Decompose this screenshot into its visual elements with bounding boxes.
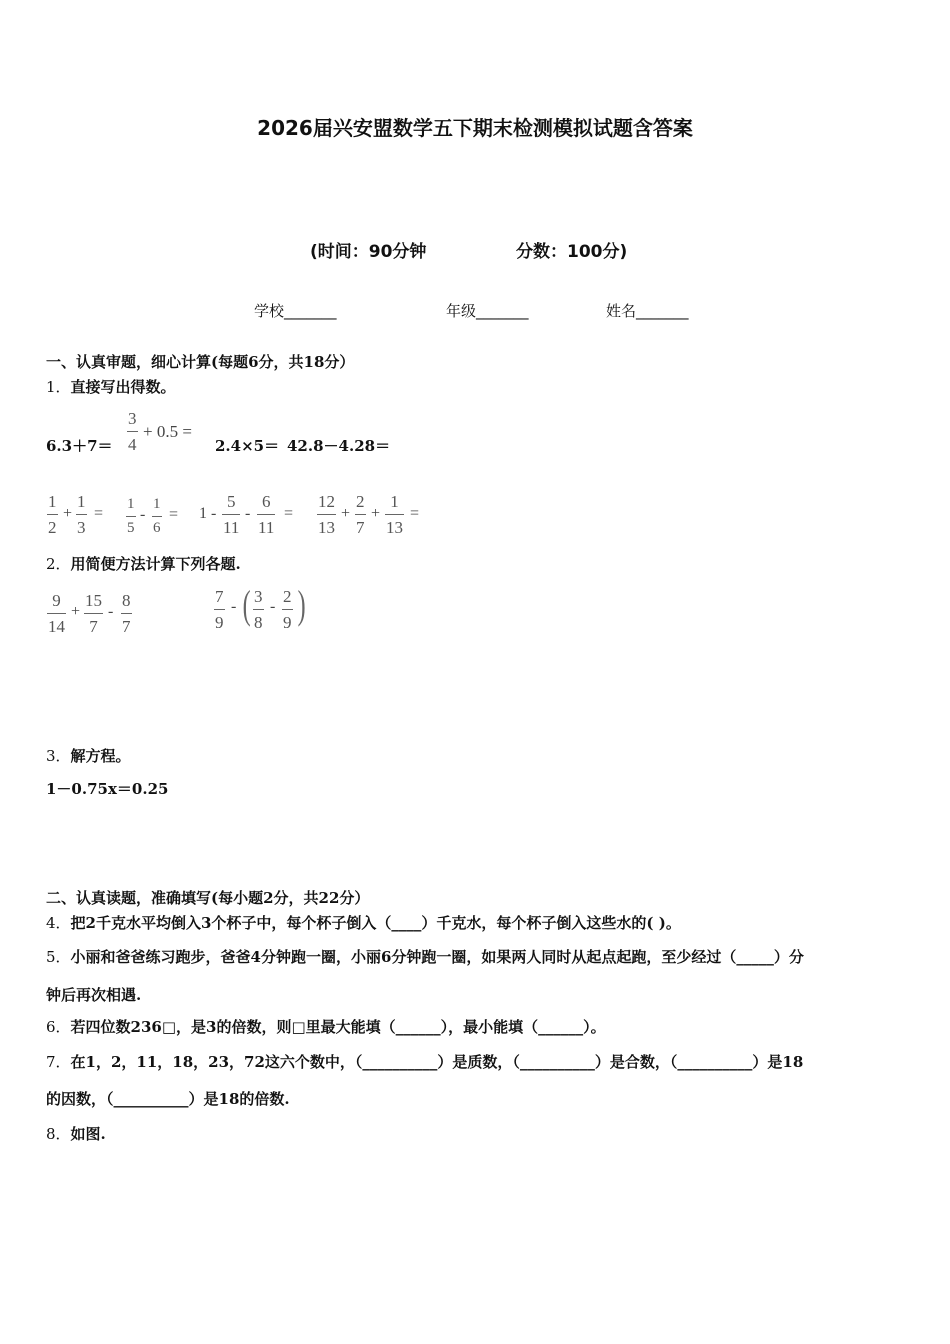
- fraction: [47, 493, 58, 536]
- denominator: 7: [122, 617, 131, 636]
- fraction: [152, 497, 162, 536]
- question-text: 用简便方法计算下列各题.: [70, 555, 241, 573]
- denominator: 4: [128, 435, 137, 454]
- numerator: 3: [128, 409, 137, 428]
- denominator: 5: [127, 520, 135, 536]
- expr-42-8-minus-4-28: 42.8－4.28＝: [287, 437, 391, 455]
- question-6: [46, 1016, 606, 1037]
- numerator: 3: [254, 587, 263, 606]
- question-text: 如图.: [70, 1125, 106, 1143]
- fraction-bar: [317, 514, 336, 515]
- fraction-bar: [214, 609, 225, 610]
- fraction: [385, 493, 404, 536]
- fraction-bar: [282, 609, 293, 610]
- operator: +: [371, 505, 381, 522]
- left-paren: (: [242, 582, 251, 627]
- operator: +: [63, 505, 73, 522]
- numerator: 1: [127, 496, 135, 512]
- question-2: [46, 553, 241, 574]
- question-number: 8．: [46, 1125, 71, 1143]
- operator: -: [270, 598, 276, 615]
- denominator: 2: [48, 518, 57, 537]
- fraction-bar: [355, 514, 366, 515]
- question-number: 2．: [46, 555, 71, 573]
- operator: +: [341, 505, 351, 522]
- fraction: [121, 592, 132, 635]
- expr-6-3-plus-7: 6.3＋7＝: [46, 437, 113, 455]
- fraction-bar: [253, 609, 264, 610]
- fraction-3-4: [127, 410, 138, 453]
- question-text-line1: 小丽和爸爸练习跑步，爸爸4分钟跑一圈，小丽6分钟跑一圈，如果两人同时从起点起跑，至少经过（_____）分: [70, 948, 804, 966]
- denominator: 9: [215, 613, 224, 632]
- fraction-bar: [76, 514, 87, 515]
- question-text: 解方程。: [70, 747, 131, 765]
- numerator: 7: [215, 587, 224, 606]
- fraction-bar: [84, 613, 103, 614]
- numerator: 1: [153, 496, 161, 512]
- question-1: [46, 376, 176, 397]
- fraction: [317, 493, 336, 536]
- name-field: 姓名_______: [606, 302, 689, 320]
- question-5-line2: 钟后再次相遇.: [46, 986, 142, 1004]
- question-number: 7．: [46, 1053, 71, 1071]
- fraction: [253, 588, 264, 631]
- question-text: 直接写出得数。: [70, 378, 176, 396]
- score-label: 分数：100分): [516, 242, 628, 262]
- denominator: 8: [254, 613, 263, 632]
- equals: =: [410, 505, 420, 522]
- time-label: (时间：90分钟: [310, 242, 427, 262]
- fraction: [126, 497, 136, 536]
- fraction: [76, 493, 87, 536]
- question-5: [46, 946, 804, 967]
- operator: -: [231, 598, 237, 615]
- fraction: [214, 588, 225, 631]
- numerator: 8: [122, 591, 131, 610]
- fraction: [222, 493, 240, 536]
- denominator: 7: [89, 617, 98, 636]
- numerator: 9: [52, 591, 61, 610]
- fraction-bar: [257, 514, 275, 515]
- numerator: 1: [390, 492, 399, 511]
- denominator: 14: [48, 617, 65, 636]
- equals: =: [284, 505, 294, 522]
- numerator: 2: [356, 492, 365, 511]
- numerator: 6: [261, 492, 271, 511]
- question-text: 若四位数236□，是3的倍数，则□里最大能填（______），最小能填（______）。: [70, 1018, 606, 1036]
- denominator: 3: [77, 518, 86, 537]
- question-3: [46, 745, 131, 766]
- operator: -: [245, 505, 251, 522]
- numerator: 5: [226, 492, 236, 511]
- numerator: 2: [283, 587, 292, 606]
- question-7: [46, 1051, 803, 1072]
- fraction: [282, 588, 293, 631]
- fraction-bar: [126, 516, 136, 517]
- fraction: [84, 592, 103, 635]
- expr-tail: + 0.5 =: [143, 422, 192, 441]
- question-number: 1．: [46, 378, 71, 396]
- fraction-bar: [47, 613, 66, 614]
- equals: =: [169, 506, 179, 523]
- denominator: 9: [283, 613, 292, 632]
- fraction: [355, 493, 366, 536]
- fraction-bar: [47, 514, 58, 515]
- numerator: 1: [77, 492, 86, 511]
- fraction: [47, 592, 66, 635]
- question-number: 6．: [46, 1018, 71, 1036]
- denominator: 13: [386, 518, 403, 537]
- prefix: 1 -: [199, 505, 217, 522]
- equation: 1－0.75x＝0.25: [46, 780, 169, 798]
- fraction-bar: [385, 514, 404, 515]
- question-text: 把2千克水平均倒入3个杯子中，每个杯子倒入（____）千克水，每个杯子倒入这些水的( )。: [70, 914, 681, 932]
- numerator: 12: [318, 492, 335, 511]
- numerator: 15: [85, 591, 102, 610]
- fraction-bar: [152, 516, 162, 517]
- denominator: 6: [153, 520, 161, 536]
- page-title: 2026届兴安盟数学五下期末检测模拟试题含答案: [257, 116, 693, 140]
- question-number: 3．: [46, 747, 71, 765]
- expr-2-4-times-5: 2.4×5＝: [215, 437, 280, 455]
- fraction-bar: [127, 431, 138, 432]
- fraction: [257, 493, 275, 536]
- operator: +: [71, 603, 81, 620]
- section2-heading: 二、认真读题，准确填写(每小题2分，共22分）: [46, 889, 370, 907]
- fraction-bar: [121, 613, 132, 614]
- grade-field: 年级_______: [446, 302, 529, 320]
- fraction-bar: [222, 514, 240, 515]
- denominator: 7: [356, 518, 365, 537]
- denominator: 13: [318, 518, 335, 537]
- equals: =: [94, 505, 104, 522]
- section1-heading: 一、认真审题，细心计算(每题6分，共18分）: [46, 353, 355, 371]
- denominator: 11: [258, 518, 275, 537]
- question-number: 5．: [46, 948, 71, 966]
- school-field: 学校_______: [254, 302, 337, 320]
- question-text-line1: 在1，2，11，18，23，72这六个数中，（__________）是质数，（__________）是合数，（__________）是18: [70, 1053, 804, 1071]
- operator: -: [140, 506, 146, 523]
- denominator: 11: [223, 518, 240, 537]
- question-8: [46, 1123, 106, 1144]
- right-paren: ): [297, 582, 306, 627]
- numerator: 1: [48, 492, 57, 511]
- question-4: [46, 912, 681, 933]
- question-7-line2: 的因数，（__________）是18的倍数.: [46, 1090, 290, 1108]
- question-number: 4．: [46, 914, 71, 932]
- operator: -: [108, 603, 114, 620]
